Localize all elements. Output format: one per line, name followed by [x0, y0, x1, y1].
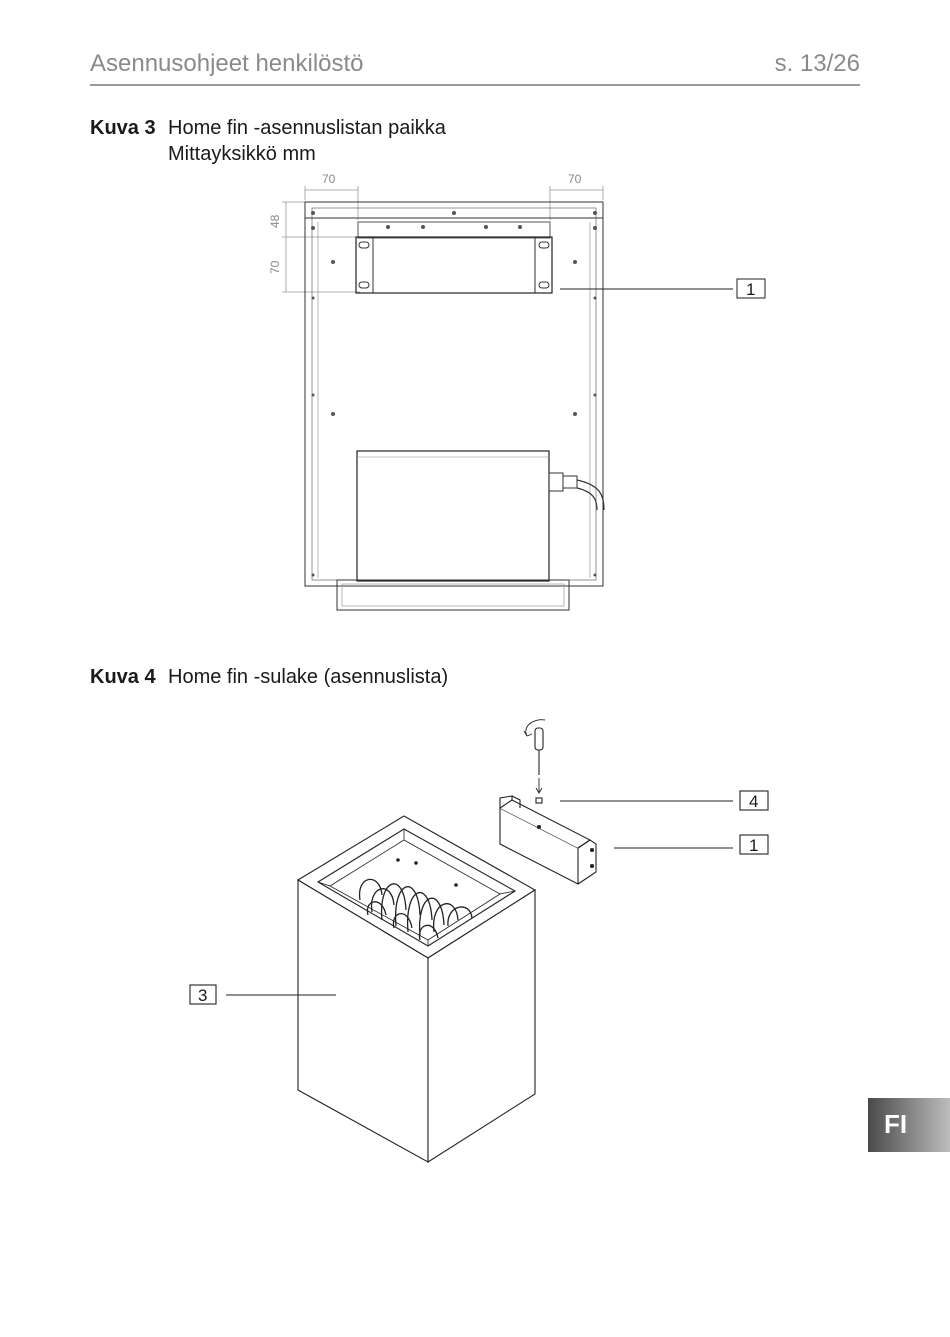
control-box	[357, 451, 549, 581]
heater-body-outline	[305, 202, 603, 586]
callout-1-fig4: 1	[749, 836, 759, 855]
dimension-side-lower: 70	[268, 260, 282, 274]
page-number: s. 13/26	[774, 50, 860, 77]
dimension-top-left: 70	[322, 172, 336, 186]
language-code: FI	[884, 1109, 908, 1139]
mounting-rail-iso	[500, 796, 596, 884]
figure4-label: Kuva 4	[90, 666, 156, 688]
dimension-side-upper: 48	[268, 214, 282, 228]
document-title: Asennusohjeet henkilöstö	[90, 50, 364, 77]
callout-3: 3	[198, 986, 208, 1005]
figure4-title: Home fin -sulake (asennuslista)	[168, 666, 449, 688]
screw-marks	[311, 211, 597, 577]
figure3-title: Home fin -asennuslistan paikka	[168, 117, 446, 139]
callout-4: 4	[749, 792, 759, 811]
language-tab	[868, 1098, 950, 1152]
figure4-drawing	[190, 720, 768, 1162]
screwdriver-icon	[524, 720, 545, 803]
heater-body-iso	[298, 816, 535, 1162]
mounting-rail	[356, 237, 552, 293]
figure3-label: Kuva 3	[90, 117, 156, 139]
dimension-top-right: 70	[568, 172, 582, 186]
figure3-drawing	[282, 186, 765, 610]
figure3-subtitle: Mittayksikkö mm	[168, 143, 316, 165]
heater-base	[337, 580, 569, 610]
callout-1-fig3: 1	[746, 280, 756, 299]
